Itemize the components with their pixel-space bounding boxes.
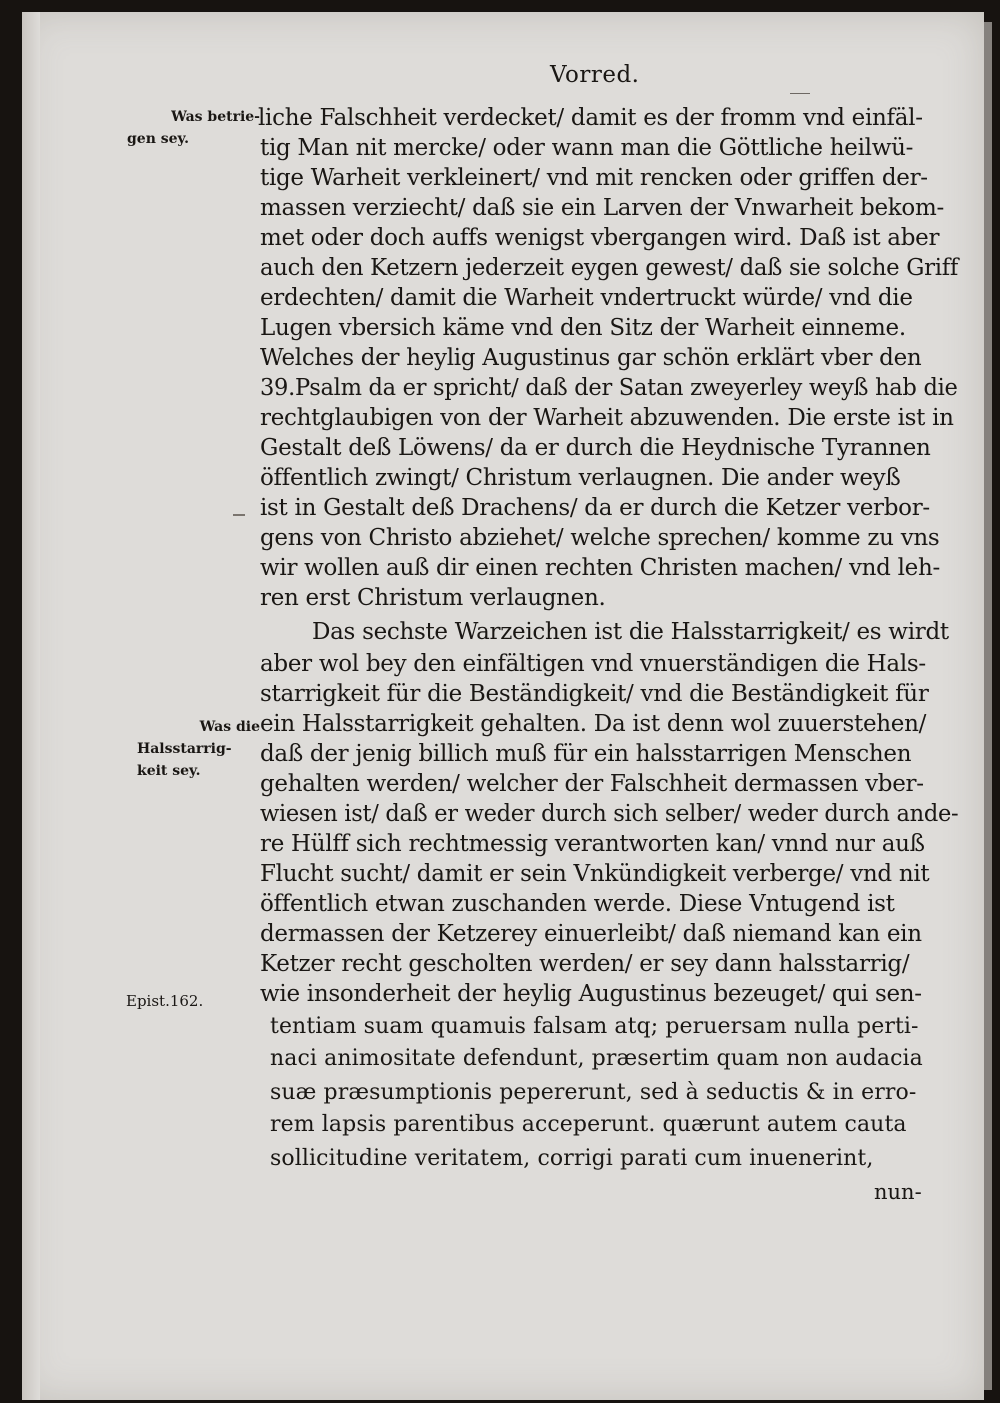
latin-line: tentiam suam quamuis falsam atq; peruersam nulla perti- <box>270 1014 919 1039</box>
latin-line: naci animositate defendunt, præsertim quam non audacia <box>270 1046 923 1071</box>
text-line: wir wollen auß dir einen rechten Christen machen/ vnd leh- <box>260 555 940 581</box>
text-line: wie insonderheit der heylig Augustinus bezeuget/ qui sen- <box>260 981 922 1007</box>
text-line: liche Falschheit verdecket/ damit es der fromm vnd einfäl- <box>258 105 923 131</box>
latin-line: rem lapsis parentibus acceperunt. quærunt autem cauta <box>270 1112 907 1137</box>
latin-line: sollicitudine veritatem, corrigi parati cum inuenerint, <box>270 1146 874 1171</box>
text-line: 39.Psalm da er spricht/ daß der Satan zweyerley weyß hab die <box>260 375 958 401</box>
text-line: Lugen vbersich käme vnd den Sitz der Warheit einneme. <box>260 315 906 341</box>
margin-note-line: keit sey. <box>137 763 201 779</box>
text-line: starrigkeit für die Beständigkeit/ vnd die Beständigkeit für <box>260 681 929 707</box>
text-line: aber wol bey den einfältigen vnd vnuerständigen die Hals- <box>260 651 926 677</box>
text-line: öffentlich etwan zuschanden werde. Diese Vntugend ist <box>260 891 895 917</box>
latin-line: suæ præsumptionis pepererunt, sed à seductis & in erro- <box>270 1080 917 1105</box>
text-line: Ketzer recht gescholten werden/ er sey dann halsstarrig/ <box>260 951 910 977</box>
text-line: ist in Gestalt deß Drachens/ da er durch die Ketzer verbor- <box>260 495 930 521</box>
page-gutter <box>22 12 40 1400</box>
text-line: Welches der heylig Augustinus gar schön erklärt vber den <box>260 345 922 371</box>
header-rule <box>790 93 810 94</box>
text-line: dermassen der Ketzerey einuerleibt/ daß niemand kan ein <box>260 921 922 947</box>
margin-note-line: Epist.162. <box>126 992 204 1010</box>
text-line: auch den Ketzern jederzeit eygen gewest/ daß sie solche Griff <box>260 255 958 281</box>
margin-note-line: Was die <box>199 719 260 735</box>
text-line: massen verziecht/ daß sie ein Larven der Vnwarheit bekom- <box>260 195 944 221</box>
text-line: ren erst Christum verlaugnen. <box>260 585 606 611</box>
text-line: tige Warheit verkleinert/ vnd mit rencken oder griffen der- <box>260 165 928 191</box>
text-line: gens von Christo abziehet/ welche sprechen/ komme zu vns <box>260 525 940 551</box>
text-line: re Hülff sich rechtmessig verantworten kan/ vnnd nur auß <box>260 831 925 857</box>
text-line: erdechten/ damit die Warheit vndertruckt würde/ vnd die <box>260 285 913 311</box>
text-line: Flucht sucht/ damit er sein Vnkündigkeit verberge/ vnd nit <box>260 861 930 887</box>
text-line: ein Halsstarrigkeit gehalten. Da ist denn wol zuuerstehen/ <box>260 711 927 737</box>
margin-note-line: Was betrie- <box>171 109 260 125</box>
margin-note-line: Halsstarrig- <box>137 741 232 757</box>
paragraph-start-line: Das sechste Warzeichen ist die Halsstarrigkeit/ es wirdt <box>312 619 949 645</box>
running-head: Vorred. <box>550 62 640 88</box>
text-line: rechtglaubigen von der Warheit abzuwenden. Die erste ist in <box>260 405 954 431</box>
text-line: tig Man nit mercke/ oder wann man die Göttliche heilwü- <box>260 135 914 161</box>
margin-dash <box>233 514 245 516</box>
page-edge <box>984 22 992 1390</box>
text-line: gehalten werden/ welcher der Falschheit dermassen vber- <box>260 771 924 797</box>
margin-note-3 <box>126 990 261 1012</box>
margin-note-line: gen sey. <box>127 131 189 147</box>
text-line: daß der jenig billich muß für ein halsstarrigen Menschen <box>260 741 912 767</box>
text-line: Gestalt deß Löwens/ da er durch die Heydnische Tyrannen <box>260 435 931 461</box>
margin-note-1 <box>125 106 260 150</box>
text-line: öffentlich zwingt/ Christum verlaugnen. Die ander weyß <box>260 465 901 491</box>
text-line: met oder doch auffs wenigst vbergangen wird. Daß ist aber <box>260 225 940 251</box>
text-line: wiesen ist/ daß er weder durch sich selber/ weder durch ande- <box>260 801 959 827</box>
margin-note-2 <box>125 716 260 782</box>
catchword: nun- <box>874 1180 922 1204</box>
